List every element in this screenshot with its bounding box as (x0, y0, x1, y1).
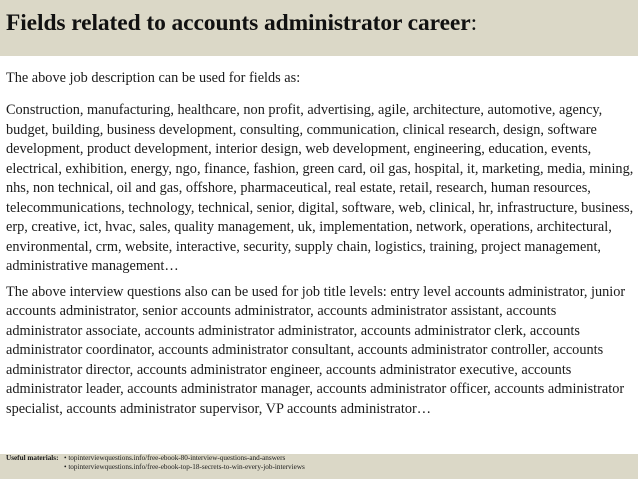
footer-link[interactable]: • topinterviewquestions.info/free-ebook-top-18-secrets-to-win-every-job-interviews (64, 463, 305, 471)
footer-link[interactable]: • topinterviewquestions.info/free-ebook-80-interview-questions-and-answers (64, 454, 286, 462)
job-levels-paragraph: The above interview questions also can be used for job title levels: entry level accounts administrator, junior accounts administrator, senior accounts administrator, accounts administrator assistant, accounts administrator associate, accounts administrator administrator, accounts administrator clerk, accounts administrator coordinator, accounts administrator consultant, accounts administrator controller, accounts administrator director, accounts administrator engineer, accounts administrator executive, accounts administrator leader, accounts administrator manager, accounts administrator officer, accounts administrator specialist, accounts administrator supervisor, VP accounts administrator… (6, 283, 626, 417)
slide-title: Fields related to accounts administrator career (6, 10, 471, 36)
title-bar (0, 0, 638, 56)
slide-body (6, 60, 634, 425)
footer (0, 454, 638, 479)
footer-label: Useful materials: (6, 454, 59, 462)
footer-row-1 (6, 454, 638, 463)
slide-title-colon: : (470, 10, 478, 36)
footer-indent (6, 463, 64, 472)
intro-text: The above job description can be used for fields as: (6, 70, 301, 86)
fields-paragraph: Construction, manufacturing, healthcare, non profit, advertising, agile, architecture, automotive, agency, budget, building, business development, consulting, communication, clinical research, design, software development, product development, interior design, web development, engineering, education, events, electrical, exhibition, energy, ngo, finance, fashion, green card, oil gas, hospital, it, marketing, media, mining, nhs, non technical, oil and gas, offshore, pharmaceutical, real estate, retail, research, human resources, telecommunications, technology, technical, senior, digital, software, web, clinical, hr, infrastructure, business, erp, creative, ict, hvac, sales, quality management, uk, implementation, network, operations, architectural, environmental, crm, website, interactive, security, supply chain, logistics, training, project management, administrative management… (6, 102, 634, 274)
footer-row-2 (6, 463, 638, 472)
